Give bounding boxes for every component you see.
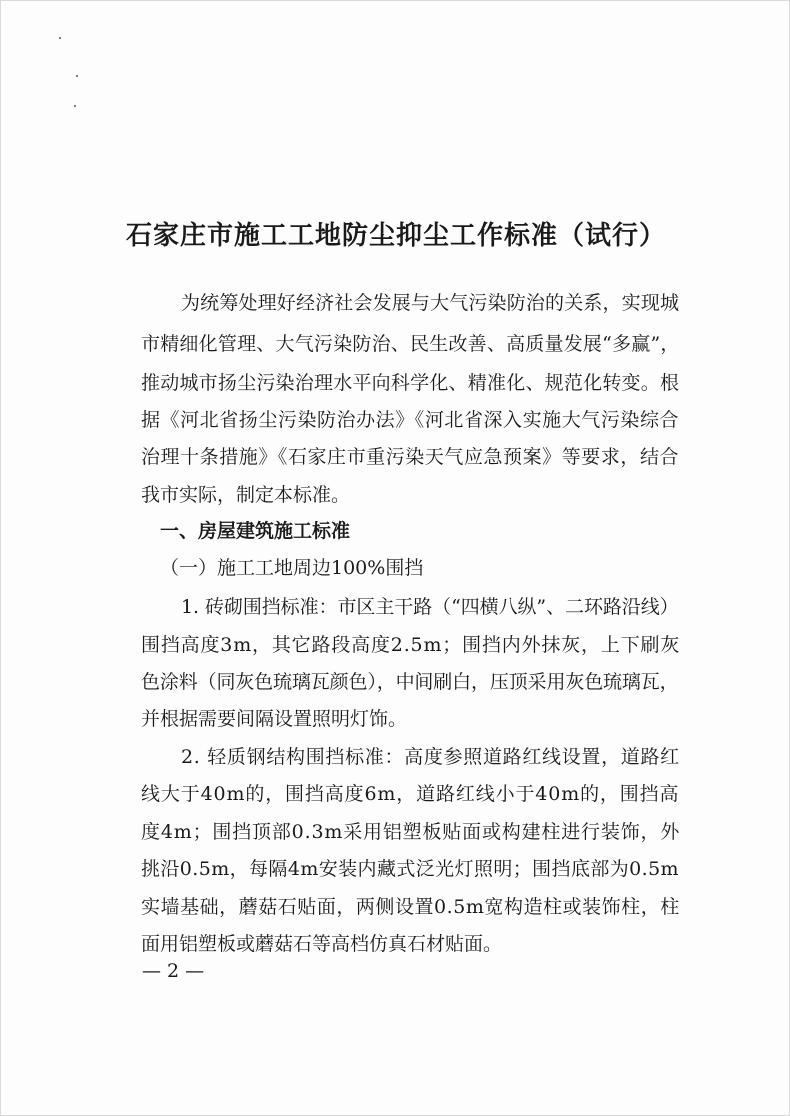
page-number: — 2 — [142, 960, 205, 982]
paragraph-line: 挑沿0.5m，每隔4m安装内藏式泛光灯照明；围挡底部为0.5m [141, 858, 679, 880]
section-heading: 一、房屋建筑施工标准 [160, 520, 351, 542]
paragraph-line: 为统筹处理好经济社会发展与大气污染防治的关系，实现城 [181, 292, 680, 314]
paragraph-line: 治理十条措施》《石家庄市重污染天气应急预案》等要求，结合 [141, 446, 680, 468]
paragraph-line: 并根据需要间隔设置照明灯饰。 [141, 708, 408, 730]
scan-speck [59, 37, 61, 39]
paragraph-line: 据《河北省扬尘污染防治办法》《河北省深入实施大气污染综合 [141, 409, 680, 431]
paragraph-line: 实墙基础，蘑菇石贴面，两侧设置0.5m宽构造柱或装饰柱，柱 [141, 896, 680, 918]
scan-speck [76, 75, 78, 77]
subsection-heading: （一）施工工地周边100%围挡 [160, 557, 424, 579]
paragraph-line: 2. 轻质钢结构围挡标准：高度参照道路红线设置，道路红 [181, 746, 680, 768]
paragraph-line: 线大于40m的，围挡高度6m，道路红线小于40m的，围挡高 [141, 783, 680, 805]
paragraph-line: 推动城市扬尘污染治理水平向科学化、精准化、规范化转变。根 [141, 372, 680, 394]
paragraph-line: 我市实际，制定本标准。 [141, 484, 351, 506]
paragraph-line: 度4m；围挡顶部0.3m采用铝塑板贴面或构建柱进行装饰，外 [141, 821, 681, 843]
paragraph-line: 围挡高度3m，其它路段高度2.5m；围挡内外抹灰，上下刷灰 [141, 634, 681, 656]
paragraph-line: 1. 砖砌围挡标准：市区主干路（“四横八纵”、二环路沿线） [181, 596, 679, 618]
scan-speck [74, 105, 76, 107]
paragraph-line: 色涂料（同灰色琉璃瓦颜色），中间刷白，压顶采用灰色琉璃瓦， [141, 671, 679, 693]
paragraph-line: 市精细化管理、大气污染防治、民生改善、高质量发展“多赢”， [141, 333, 680, 355]
document-title: 石家庄市施工工地防尘抑尘工作标准（试行） [125, 221, 666, 251]
paragraph-line: 面用铝塑板或蘑菇石等高档仿真石材贴面。 [141, 933, 503, 955]
